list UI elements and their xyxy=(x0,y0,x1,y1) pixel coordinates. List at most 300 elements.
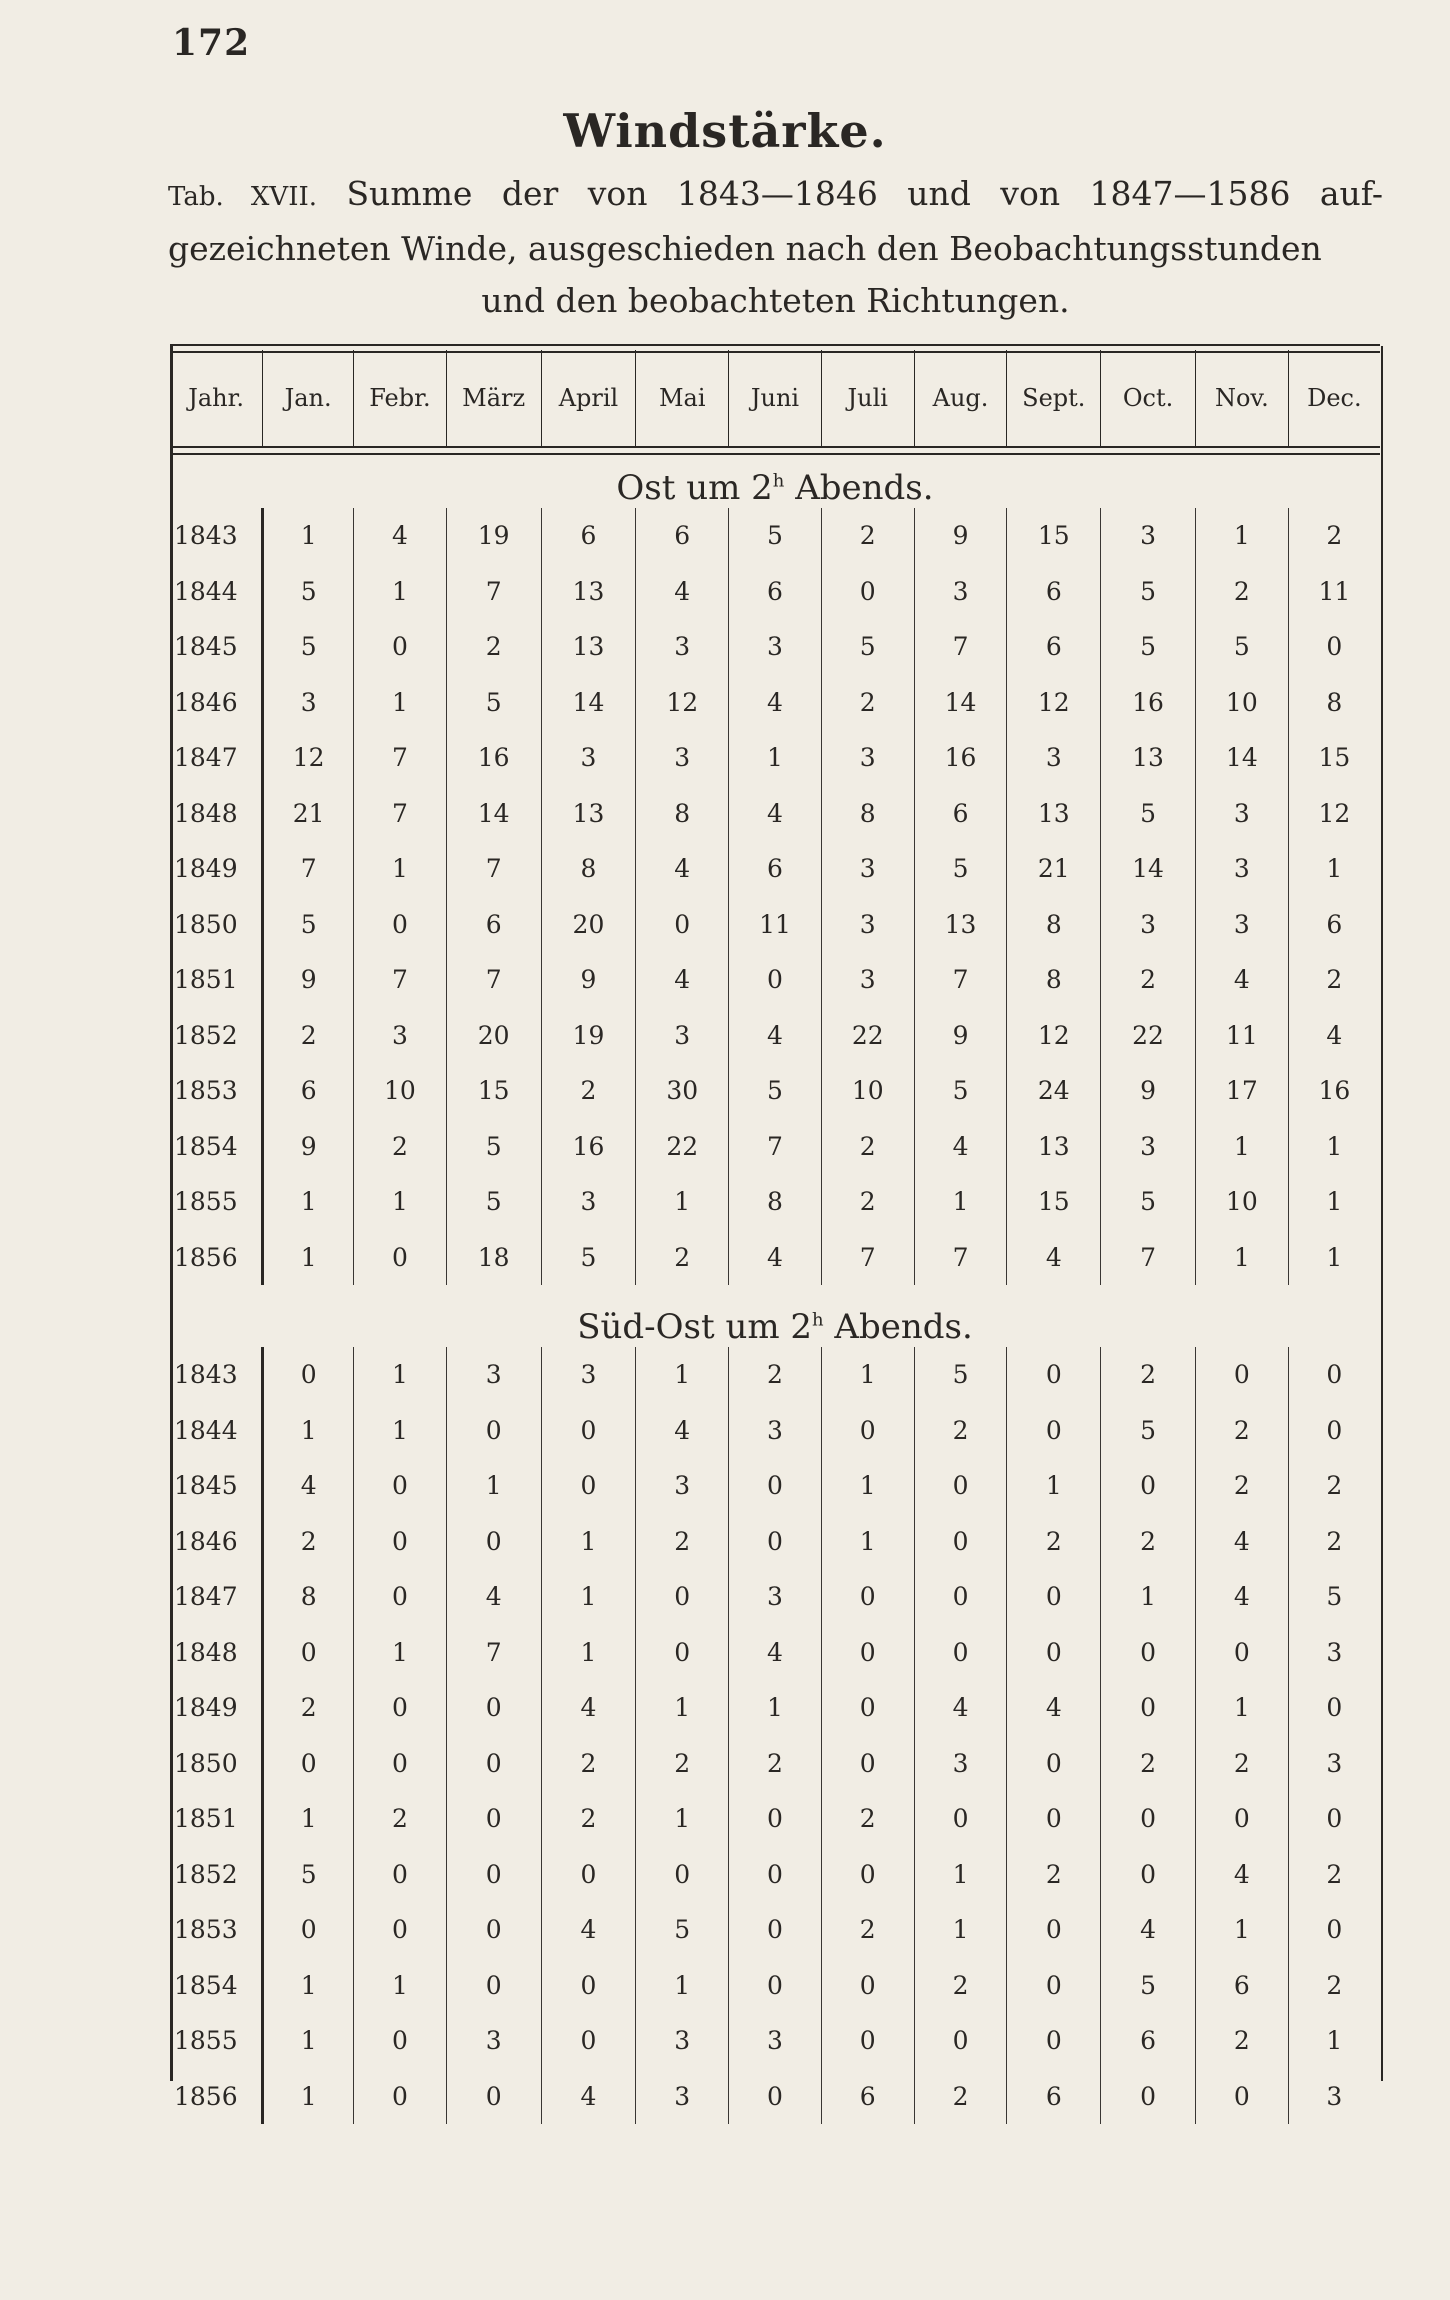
value-cell: 6 xyxy=(1007,564,1101,620)
value-cell: 4 xyxy=(541,2069,636,2125)
value-cell: 1 xyxy=(354,1403,447,1459)
value-cell: 1 xyxy=(263,1403,354,1459)
table-row xyxy=(170,1403,1380,1459)
value-cell: 16 xyxy=(1318,1076,1351,1106)
value-cell: 0 xyxy=(1007,1736,1101,1792)
value-cell: 0 xyxy=(354,1569,447,1625)
value-cell: 7 xyxy=(263,841,354,897)
value-cell: 0 xyxy=(914,2013,1007,2069)
value-cell: 13 xyxy=(914,897,1007,953)
table-row xyxy=(170,1119,1380,1175)
value-cell: 4 xyxy=(263,1458,354,1514)
year-cell: 1852 xyxy=(170,1847,263,1903)
year-cell: 1853 xyxy=(170,1902,263,1958)
column-header: Juni xyxy=(729,350,822,446)
value-cell: 2 xyxy=(1326,1859,1343,1889)
value-cell: 0 xyxy=(263,1347,354,1403)
value-cell: 3 xyxy=(1195,841,1288,897)
year-cell: 1846 xyxy=(170,675,263,731)
value-cell: 2 xyxy=(541,1736,636,1792)
value-cell: 1 xyxy=(354,564,447,620)
year-cell: 1844 xyxy=(170,564,263,620)
value-cell: 9 xyxy=(263,1119,354,1175)
value-cell: 2 xyxy=(729,1347,822,1403)
value-cell: 2 xyxy=(1101,1347,1196,1403)
value-cell: 9 xyxy=(914,508,1007,564)
value-cell: 2 xyxy=(1007,1847,1101,1903)
column-header: Aug. xyxy=(914,350,1007,446)
value-cell: 0 xyxy=(914,1569,1007,1625)
value-cell: 0 xyxy=(446,1791,541,1847)
table-row xyxy=(170,619,1380,675)
value-cell: 4 xyxy=(1326,1020,1343,1050)
table-row xyxy=(170,1625,1380,1681)
table-row xyxy=(170,508,1380,564)
table-row xyxy=(170,1680,1380,1736)
year-cell: 1843 xyxy=(170,508,263,564)
value-cell: 2 xyxy=(354,1791,447,1847)
value-cell: 4 xyxy=(914,1680,1007,1736)
value-cell: 6 xyxy=(914,786,1007,842)
value-cell: 0 xyxy=(821,1680,914,1736)
year-cell: 1845 xyxy=(170,619,263,675)
table-row xyxy=(170,1230,1380,1286)
value-cell: 0 xyxy=(1195,1791,1288,1847)
year-cell: 1847 xyxy=(170,1569,263,1625)
value-cell: 3 xyxy=(914,1736,1007,1792)
value-cell: 8 xyxy=(636,786,729,842)
value-cell: 3 xyxy=(1326,2081,1343,2111)
value-cell: 0 xyxy=(821,1625,914,1681)
value-cell: 1 xyxy=(1195,1902,1288,1958)
value-cell: 2 xyxy=(1326,965,1343,995)
column-header: Febr. xyxy=(354,350,447,446)
value-cell: 15 xyxy=(446,1063,541,1119)
value-cell: 0 xyxy=(1007,1902,1101,1958)
value-cell: 11 xyxy=(1195,1008,1288,1064)
value-cell: 0 xyxy=(729,1902,822,1958)
column-header: April xyxy=(541,350,636,446)
value-cell: 0 xyxy=(541,1458,636,1514)
year-cell: 1848 xyxy=(170,786,263,842)
value-cell: 7 xyxy=(354,952,447,1008)
year-cell: 1854 xyxy=(170,1958,263,2014)
value-cell: 0 xyxy=(354,1458,447,1514)
value-cell: 7 xyxy=(729,1119,822,1175)
value-cell: 10 xyxy=(354,1063,447,1119)
value-cell: 0 xyxy=(354,1514,447,1570)
table-row xyxy=(170,2069,1380,2125)
value-cell: 0 xyxy=(1101,1458,1196,1514)
value-cell: 1 xyxy=(263,508,354,564)
value-cell: 3 xyxy=(821,730,914,786)
value-cell: 1 xyxy=(1326,2026,1343,2056)
value-cell: 2 xyxy=(263,1680,354,1736)
value-cell: 4 xyxy=(354,508,447,564)
value-cell: 5 xyxy=(1101,1958,1196,2014)
value-cell: 4 xyxy=(729,1230,822,1286)
value-cell: 3 xyxy=(821,952,914,1008)
value-cell: 1 xyxy=(541,1569,636,1625)
table-row xyxy=(170,1458,1380,1514)
value-cell: 1 xyxy=(354,1174,447,1230)
value-cell: 8 xyxy=(821,786,914,842)
value-cell: 2 xyxy=(821,1902,914,1958)
value-cell: 1 xyxy=(1326,1131,1343,1161)
value-cell: 6 xyxy=(1007,619,1101,675)
value-cell: 1 xyxy=(354,841,447,897)
year-cell: 1849 xyxy=(170,1680,263,1736)
value-cell: 8 xyxy=(263,1569,354,1625)
value-cell: 3 xyxy=(636,2069,729,2125)
value-cell: 3 xyxy=(636,619,729,675)
caption-line-3: und den beobachteten Richtungen. xyxy=(481,281,1070,320)
year-cell: 1846 xyxy=(170,1514,263,1570)
value-cell: 2 xyxy=(1195,564,1288,620)
value-cell: 0 xyxy=(1326,1693,1343,1723)
wind-table xyxy=(170,350,1380,2124)
value-cell: 1 xyxy=(914,1847,1007,1903)
column-header: Jahr. xyxy=(170,350,263,446)
value-cell: 5 xyxy=(729,1063,822,1119)
column-header: März xyxy=(446,350,541,446)
value-cell: 2 xyxy=(263,1008,354,1064)
table-row xyxy=(170,1347,1380,1403)
column-header: Oct. xyxy=(1101,350,1196,446)
value-cell: 2 xyxy=(1101,1736,1196,1792)
value-cell: 0 xyxy=(1195,2069,1288,2125)
value-cell: 0 xyxy=(354,1230,447,1286)
value-cell: 0 xyxy=(354,1847,447,1903)
value-cell: 0 xyxy=(354,1736,447,1792)
value-cell: 4 xyxy=(541,1680,636,1736)
value-cell: 5 xyxy=(1195,619,1288,675)
value-cell: 15 xyxy=(1318,743,1351,773)
column-header: Juli xyxy=(821,350,914,446)
value-cell: 4 xyxy=(1195,1847,1288,1903)
value-cell: 22 xyxy=(636,1119,729,1175)
value-cell: 3 xyxy=(636,1008,729,1064)
value-cell: 0 xyxy=(263,1625,354,1681)
value-cell: 1 xyxy=(446,1458,541,1514)
value-cell: 2 xyxy=(636,1736,729,1792)
value-cell: 16 xyxy=(446,730,541,786)
value-cell: 5 xyxy=(541,1230,636,1286)
value-cell: 1 xyxy=(263,1958,354,2014)
value-cell: 19 xyxy=(541,1008,636,1064)
value-cell: 4 xyxy=(1101,1902,1196,1958)
value-cell: 3 xyxy=(541,1347,636,1403)
table-row xyxy=(170,786,1380,842)
value-cell: 1 xyxy=(263,1791,354,1847)
value-cell: 0 xyxy=(636,1569,729,1625)
value-cell: 13 xyxy=(1007,786,1101,842)
value-cell: 3 xyxy=(729,2013,822,2069)
value-cell: 2 xyxy=(446,619,541,675)
value-cell: 12 xyxy=(1318,798,1351,828)
value-cell: 0 xyxy=(1007,1347,1101,1403)
value-cell: 2 xyxy=(914,1958,1007,2014)
value-cell: 0 xyxy=(821,564,914,620)
value-cell: 2 xyxy=(636,1230,729,1286)
value-cell: 0 xyxy=(729,952,822,1008)
value-cell: 7 xyxy=(914,952,1007,1008)
value-cell: 0 xyxy=(446,1902,541,1958)
value-cell: 2 xyxy=(1101,952,1196,1008)
value-cell: 0 xyxy=(1007,1791,1101,1847)
value-cell: 1 xyxy=(729,730,822,786)
value-cell: 2 xyxy=(821,1119,914,1175)
value-cell: 5 xyxy=(446,1174,541,1230)
value-cell: 21 xyxy=(263,786,354,842)
value-cell: 0 xyxy=(636,897,729,953)
column-header: Dec. xyxy=(1307,384,1362,412)
value-cell: 0 xyxy=(729,1791,822,1847)
value-cell: 5 xyxy=(446,1119,541,1175)
value-cell: 3 xyxy=(729,1569,822,1625)
value-cell: 0 xyxy=(1007,1403,1101,1459)
value-cell: 7 xyxy=(914,1230,1007,1286)
value-cell: 0 xyxy=(446,1403,541,1459)
value-cell: 0 xyxy=(1326,1915,1343,1945)
value-cell: 4 xyxy=(636,564,729,620)
value-cell: 1 xyxy=(1326,1242,1343,1272)
value-cell: 0 xyxy=(354,2069,447,2125)
value-cell: 16 xyxy=(1101,675,1196,731)
value-cell: 3 xyxy=(636,730,729,786)
value-cell: 0 xyxy=(636,1847,729,1903)
value-cell: 2 xyxy=(354,1119,447,1175)
value-cell: 2 xyxy=(821,1174,914,1230)
value-cell: 2 xyxy=(1195,1736,1288,1792)
value-cell: 2 xyxy=(1195,1458,1288,1514)
value-cell: 0 xyxy=(1007,1958,1101,2014)
value-cell: 15 xyxy=(1007,508,1101,564)
column-header: Mai xyxy=(636,350,729,446)
value-cell: 1 xyxy=(821,1514,914,1570)
value-cell: 0 xyxy=(541,1847,636,1903)
value-cell: 1 xyxy=(821,1458,914,1514)
value-cell: 5 xyxy=(446,675,541,731)
value-cell: 4 xyxy=(1195,1569,1288,1625)
value-cell: 0 xyxy=(1007,1569,1101,1625)
value-cell: 2 xyxy=(729,1736,822,1792)
value-cell: 4 xyxy=(729,786,822,842)
value-cell: 0 xyxy=(1326,1415,1343,1445)
caption-line-2: gezeichneten Winde, ausgeschieden nach den Beobachtungsstunden xyxy=(168,229,1322,268)
value-cell: 0 xyxy=(1101,1847,1196,1903)
table-row xyxy=(170,897,1380,953)
value-cell: 9 xyxy=(263,952,354,1008)
value-cell: 1 xyxy=(263,1174,354,1230)
section-title-sup: h xyxy=(772,470,785,492)
value-cell: 3 xyxy=(1195,897,1288,953)
value-cell: 7 xyxy=(446,952,541,1008)
value-cell: 13 xyxy=(541,564,636,620)
section-heading-row xyxy=(170,1285,1380,1347)
table-row xyxy=(170,1736,1380,1792)
value-cell: 2 xyxy=(1195,1403,1288,1459)
value-cell: 3 xyxy=(1195,786,1288,842)
value-cell: 2 xyxy=(541,1063,636,1119)
section-title-text: Süd-Ost um 2 xyxy=(577,1307,813,1347)
value-cell: 4 xyxy=(636,952,729,1008)
value-cell: 5 xyxy=(914,841,1007,897)
value-cell: 3 xyxy=(729,619,822,675)
value-cell: 0 xyxy=(729,1458,822,1514)
section-title xyxy=(170,1285,1380,1347)
value-cell: 1 xyxy=(354,1347,447,1403)
value-cell: 14 xyxy=(914,675,1007,731)
table-caption xyxy=(168,168,1383,327)
table-row xyxy=(170,1791,1380,1847)
value-cell: 0 xyxy=(1101,1791,1196,1847)
year-cell: 1844 xyxy=(170,1403,263,1459)
value-cell: 2 xyxy=(263,1514,354,1570)
value-cell: 0 xyxy=(821,1569,914,1625)
header-row xyxy=(170,350,1380,446)
value-cell: 0 xyxy=(821,2013,914,2069)
value-cell: 14 xyxy=(541,675,636,731)
value-cell: 0 xyxy=(354,1902,447,1958)
value-cell: 0 xyxy=(914,1791,1007,1847)
value-cell: 3 xyxy=(636,1458,729,1514)
value-cell: 1 xyxy=(914,1902,1007,1958)
value-cell: 4 xyxy=(1007,1230,1101,1286)
value-cell: 0 xyxy=(821,1403,914,1459)
value-cell: 0 xyxy=(446,1680,541,1736)
value-cell: 4 xyxy=(1007,1680,1101,1736)
value-cell: 7 xyxy=(1101,1230,1196,1286)
value-cell: 10 xyxy=(1195,1174,1288,1230)
value-cell: 24 xyxy=(1007,1063,1101,1119)
value-cell: 0 xyxy=(729,2069,822,2125)
value-cell: 0 xyxy=(729,1514,822,1570)
value-cell: 13 xyxy=(1101,730,1196,786)
value-cell: 0 xyxy=(541,1403,636,1459)
value-cell: 2 xyxy=(1326,1471,1343,1501)
value-cell: 7 xyxy=(354,730,447,786)
value-cell: 0 xyxy=(446,1514,541,1570)
section-title-sup: h xyxy=(812,1309,824,1331)
value-cell: 3 xyxy=(446,1347,541,1403)
table-row xyxy=(170,1569,1380,1625)
value-cell: 12 xyxy=(263,730,354,786)
value-cell: 2 xyxy=(1195,2013,1288,2069)
table-row xyxy=(170,564,1380,620)
year-cell: 1855 xyxy=(170,1174,263,1230)
value-cell: 3 xyxy=(821,841,914,897)
table-row xyxy=(170,841,1380,897)
value-cell: 8 xyxy=(1007,897,1101,953)
value-cell: 30 xyxy=(636,1063,729,1119)
value-cell: 3 xyxy=(354,1008,447,1064)
year-cell: 1851 xyxy=(170,952,263,1008)
value-cell: 0 xyxy=(1101,2069,1196,2125)
value-cell: 0 xyxy=(914,1458,1007,1514)
value-cell: 6 xyxy=(821,2069,914,2125)
section-heading-row xyxy=(170,446,1380,508)
table-row xyxy=(170,1514,1380,1570)
value-cell: 5 xyxy=(821,619,914,675)
value-cell: 10 xyxy=(1195,675,1288,731)
value-cell: 14 xyxy=(1101,841,1196,897)
value-cell: 0 xyxy=(1101,1680,1196,1736)
value-cell: 3 xyxy=(1007,730,1101,786)
table-body xyxy=(170,446,1380,2124)
value-cell: 1 xyxy=(636,1791,729,1847)
value-cell: 14 xyxy=(1195,730,1288,786)
value-cell: 6 xyxy=(1326,909,1343,939)
year-cell: 1854 xyxy=(170,1119,263,1175)
caption-line-1: Summe der von 1843—1846 und von 1847—1586 auf- xyxy=(346,174,1383,213)
value-cell: 5 xyxy=(1101,1174,1196,1230)
value-cell: 1 xyxy=(821,1347,914,1403)
value-cell: 13 xyxy=(1007,1119,1101,1175)
value-cell: 6 xyxy=(729,564,822,620)
value-cell: 1 xyxy=(541,1514,636,1570)
value-cell: 1 xyxy=(1007,1458,1101,1514)
section-title-end: Abends. xyxy=(823,1307,973,1347)
value-cell: 2 xyxy=(821,508,914,564)
value-cell: 1 xyxy=(354,1958,447,2014)
value-cell: 0 xyxy=(1007,1625,1101,1681)
value-cell: 3 xyxy=(541,730,636,786)
value-cell: 0 xyxy=(446,1958,541,2014)
value-cell: 0 xyxy=(354,1680,447,1736)
year-cell: 1849 xyxy=(170,841,263,897)
value-cell: 0 xyxy=(263,1902,354,1958)
value-cell: 7 xyxy=(446,564,541,620)
table-row xyxy=(170,730,1380,786)
year-cell: 1847 xyxy=(170,730,263,786)
value-cell: 11 xyxy=(729,897,822,953)
value-cell: 8 xyxy=(1326,687,1343,717)
value-cell: 0 xyxy=(446,2069,541,2125)
value-cell: 0 xyxy=(821,1958,914,2014)
value-cell: 0 xyxy=(636,1625,729,1681)
year-cell: 1850 xyxy=(170,1736,263,1792)
column-header: Sept. xyxy=(1007,350,1101,446)
value-cell: 7 xyxy=(446,841,541,897)
section-title-text: Ost um 2 xyxy=(616,468,773,508)
section-title-end: Abends. xyxy=(784,468,934,508)
column-header: Jan. xyxy=(263,350,354,446)
value-cell: 5 xyxy=(263,619,354,675)
value-cell: 5 xyxy=(263,897,354,953)
value-cell: 3 xyxy=(729,1403,822,1459)
value-cell: 3 xyxy=(636,2013,729,2069)
value-cell: 3 xyxy=(1101,897,1196,953)
value-cell: 3 xyxy=(1326,1748,1343,1778)
year-cell: 1843 xyxy=(170,1347,263,1403)
value-cell: 0 xyxy=(263,1736,354,1792)
value-cell: 6 xyxy=(636,508,729,564)
value-cell: 5 xyxy=(1326,1582,1343,1612)
value-cell: 0 xyxy=(1007,2013,1101,2069)
value-cell: 0 xyxy=(821,1736,914,1792)
value-cell: 2 xyxy=(1101,1514,1196,1570)
value-cell: 1 xyxy=(1195,1680,1288,1736)
value-cell: 4 xyxy=(729,675,822,731)
year-cell: 1850 xyxy=(170,897,263,953)
value-cell: 0 xyxy=(914,1514,1007,1570)
table-row xyxy=(170,1958,1380,2014)
year-cell: 1856 xyxy=(170,1230,263,1286)
value-cell: 2 xyxy=(636,1514,729,1570)
value-cell: 1 xyxy=(1326,1187,1343,1217)
value-cell: 1 xyxy=(1195,1119,1288,1175)
